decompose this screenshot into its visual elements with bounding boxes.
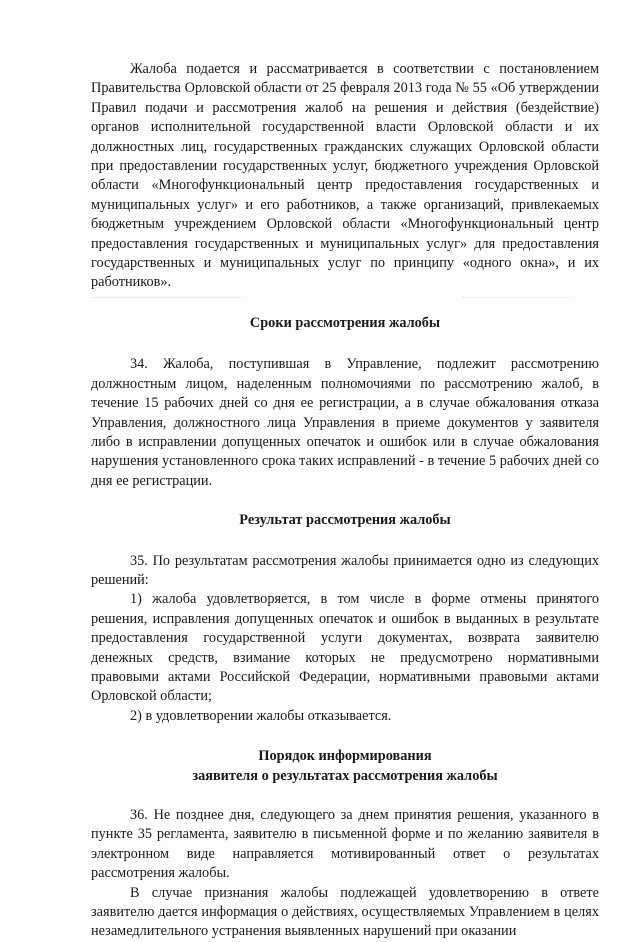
section-heading-inform-line2: заявителя о результатах рассмотрения жалобы — [192, 767, 498, 784]
paragraph-35-item-1: 1) жалоба удовлетворяется, в том числе в форме отмены принятого решения, исправления допущенных опечаток и ошибок в выданных в результате предоставления государственной услуги документах, возврата заявителю денежных средств, взимание которых не предусмотрено нормативными правовыми актами Российской Федерации, нормативными правовыми актами Орловской области; — [91, 591, 599, 705]
paragraph-36-continuation: В случае признания жалобы подлежащей удовлетворению в ответе заявителю дается информация о действиях, осуществляемых Управлением в целях незамедлительного устранения выявленных нарушений при оказании — [91, 884, 599, 940]
section-heading-terms: Сроки рассмотрения жалобы — [249, 314, 441, 331]
section-heading-inform-line1: Порядок информирования — [258, 748, 432, 765]
paragraph-35-item-2: 2) в удовлетворении жалобы отказывается. — [130, 707, 392, 724]
paragraph-36: 36. Не позднее дня, следующего за днем принятия решения, указанного в пункте 35 регламента, заявителю в письменной форме и по желанию заявителя в электронном виде направляется мотивированный ответ о результатах рассмотрения жалобы. — [91, 807, 599, 882]
intro-paragraph: Жалоба подается и рассматривается в соответствии с постановлением Правительства Орловской области от 25 февраля 2013 года № 55 «Об утверждении Правил подачи и рассмотрения жалоб на решения и действия (бездействие) органов исполнительной государственной власти Орловской области и их должностных лиц, государственных гражданских служащих Орловской области при предоставлении государственных услуг, бюджетного учреждения Орловской области «Многофункциональный центр предоставления государственных и муниципальных услуг» и его работников, а также организаций, привлекаемых бюджетным учреждением Орловской области «Многофункциональный центр предоставления государственных и муниципальных услуг» для предоставления государственных и муниципальных услуг по принципу «одного окна», и их работников». — [91, 61, 599, 291]
paragraph-34: 34. Жалоба, поступившая в Управление, подлежит рассмотрению должностным лицом, наделенным полномочиями по рассмотрению жалоб, в течение 15 рабочих дней со дня ее регистрации, а в случае обжалования отказа Управления, должностного лица Управления в приеме документов у заявителя либо в исправлении допущенных опечаток и ошибок или в случае обжалования нарушения установленного срока таких исправлений - в течение 5 рабочих дней со дня ее регистрации. — [91, 356, 599, 489]
scan-artifact-right — [462, 297, 572, 304]
scan-artifact-left — [92, 297, 242, 304]
section-heading-result: Результат рассмотрения жалобы — [239, 512, 451, 529]
paragraph-35: 35. По результатам рассмотрения жалобы принимается одно из следующих решений: — [91, 552, 599, 588]
